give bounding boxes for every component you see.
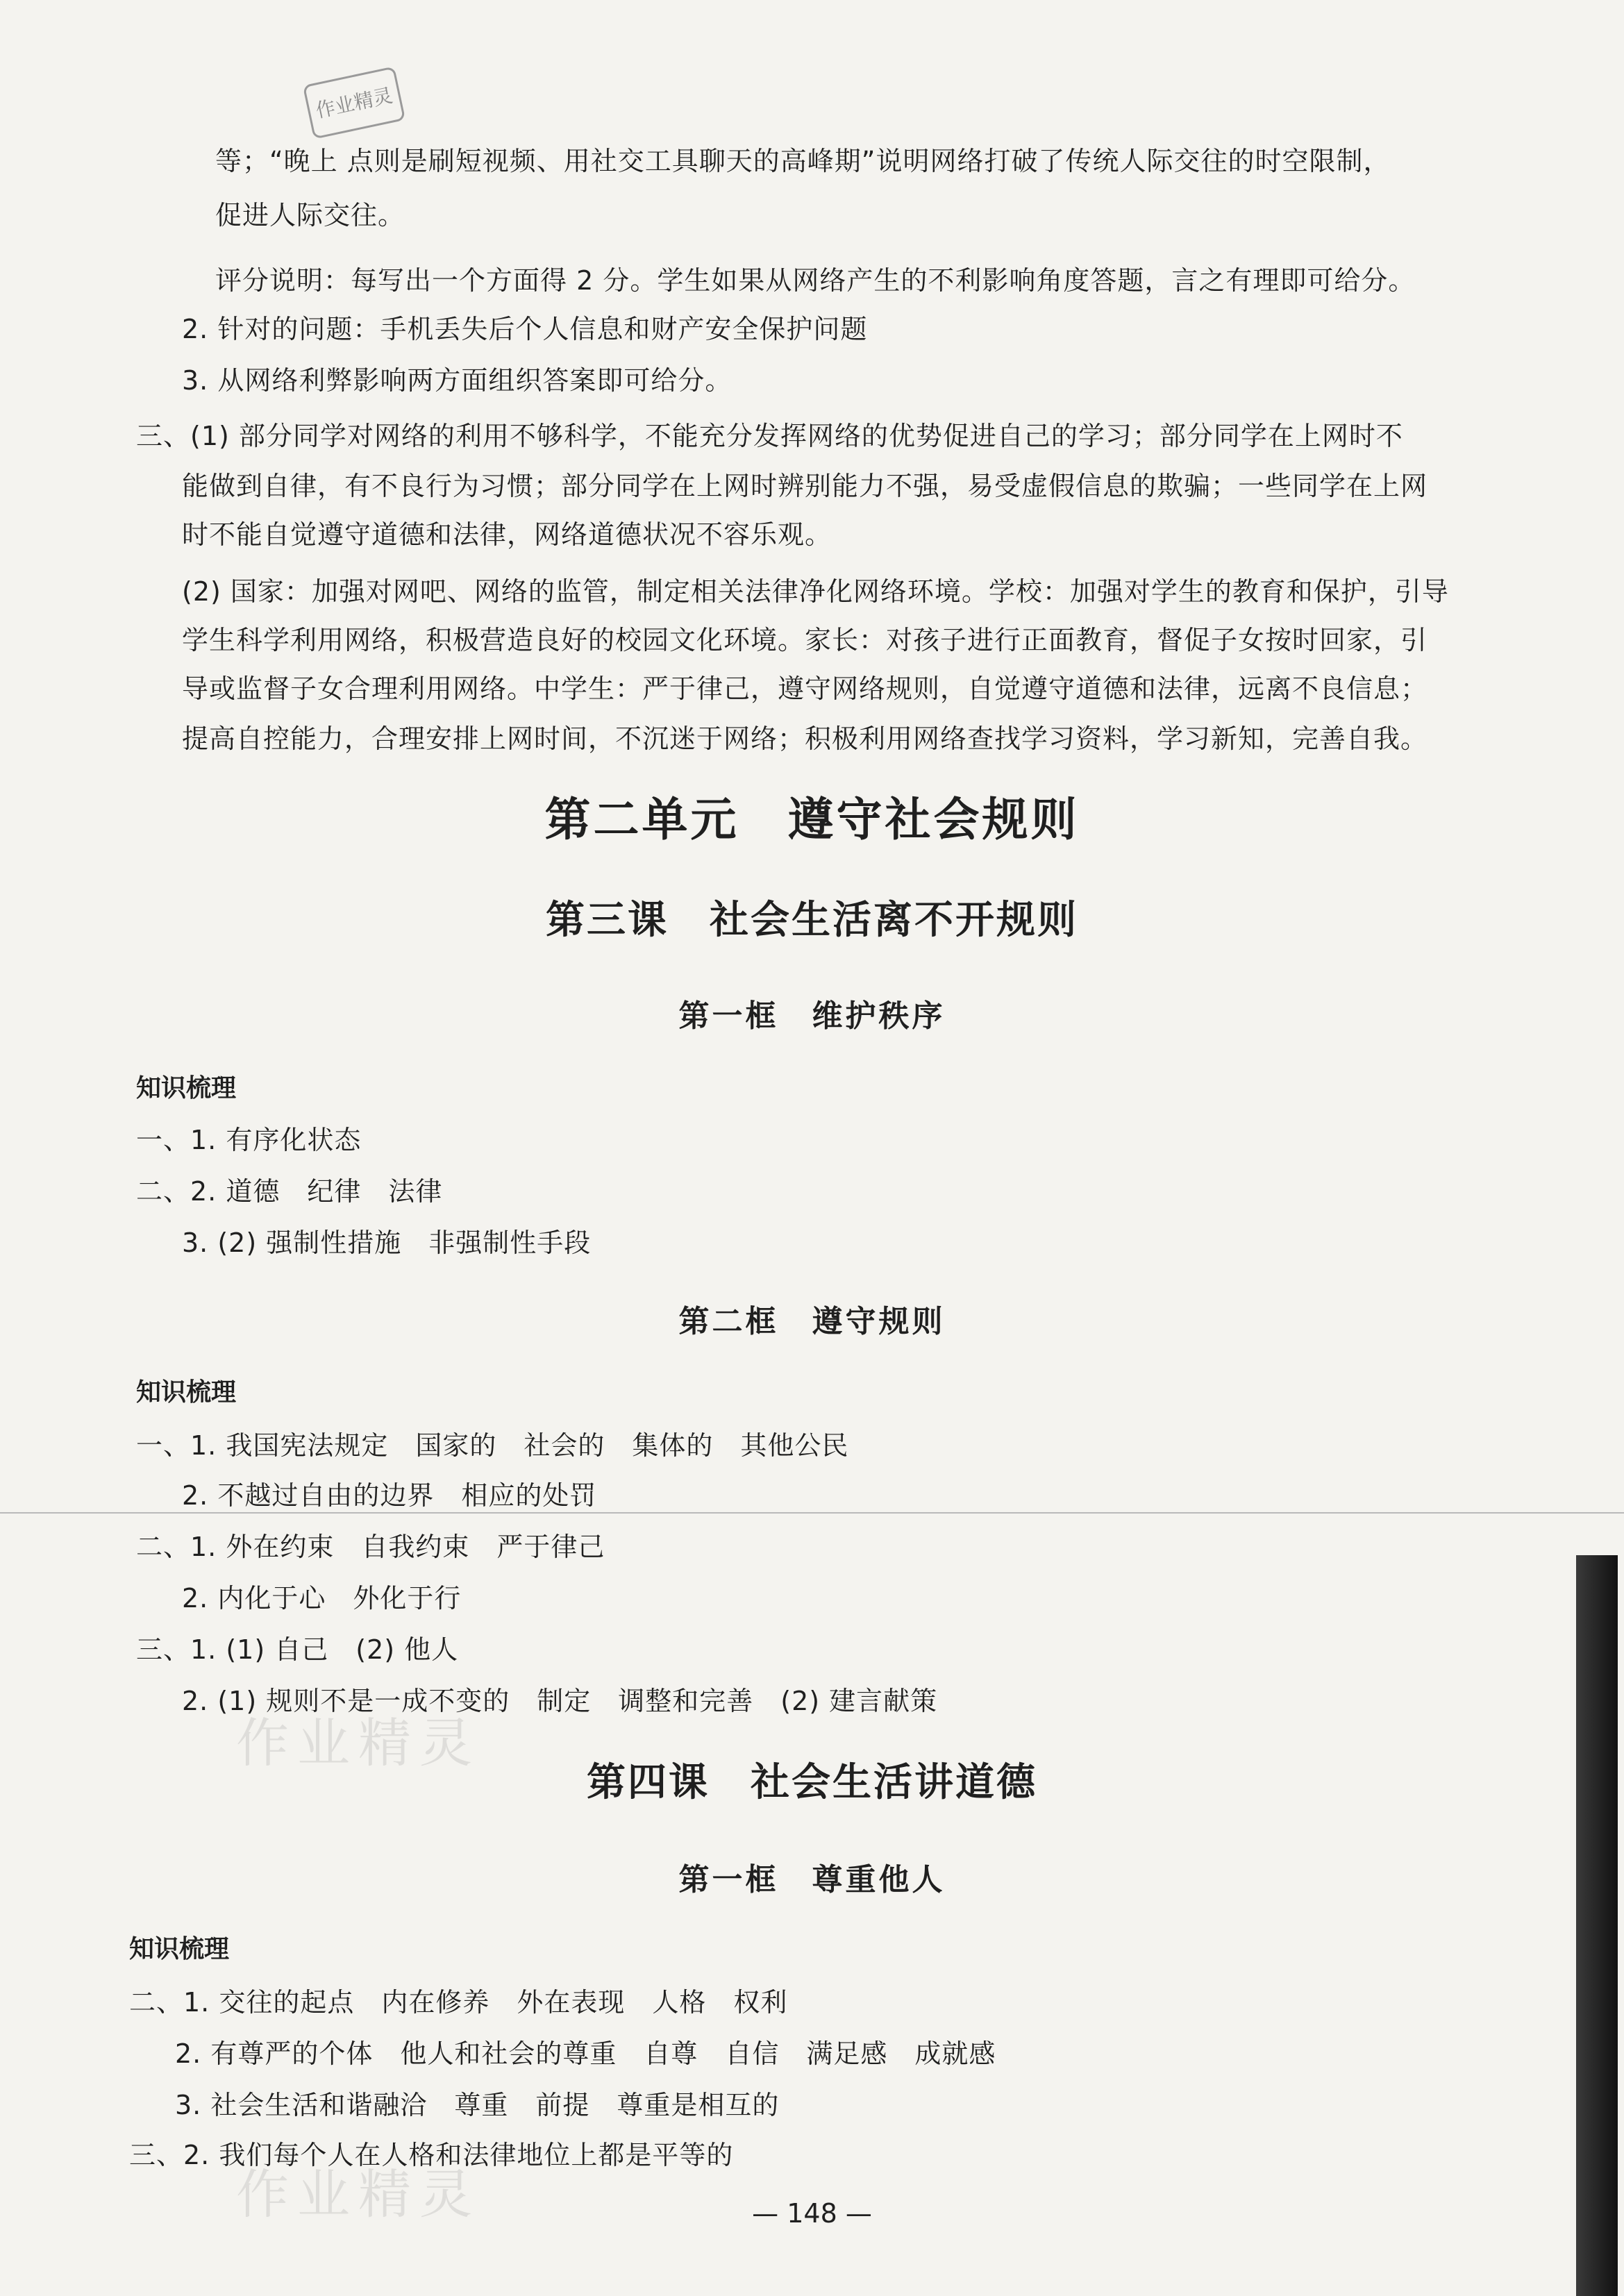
binding-shadow — [1576, 1555, 1618, 2296]
text-line: 2. 针对的问题：手机丢失后个人信息和财产安全保护问题 — [182, 314, 868, 344]
stamp-icon — [300, 60, 409, 145]
section-label: 知识梳理 — [136, 1378, 237, 1407]
text-line: 2. 有尊严的个体 他人和社会的尊重 自尊 自信 满足感 成就感 — [175, 2038, 996, 2069]
watermark: 作业精灵 — [236, 1712, 480, 1774]
text-line: 三、1. (1) 自己 (2) 他人 — [136, 1634, 459, 1665]
text-line: 评分说明：每写出一个方面得 2 分。学生如果从网络产生的不利影响角度答题，言之有理即可给分。 — [215, 265, 1416, 296]
scan-rule-line — [0, 1512, 1624, 1514]
text-line: 等；“晚上 点则是刷短视频、用社交工具聊天的高峰期”说明网络打破了传统人际交往的时空限制， — [215, 146, 1391, 176]
lesson-title: 第四课 社会生活讲道德 — [587, 1759, 1037, 1805]
text-line: 促进人际交往。 — [215, 200, 405, 231]
section-label: 知识梳理 — [136, 1074, 237, 1103]
text-line: 二、2. 道德 纪律 法律 — [136, 1176, 443, 1207]
section-label: 知识梳理 — [129, 1935, 230, 1963]
text-line: 2. 内化于心 外化于行 — [182, 1583, 462, 1614]
text-line: 3. 从网络利弊影响两方面组织答案即可给分。 — [182, 365, 733, 396]
frame-title: 第二框 遵守规则 — [678, 1304, 946, 1339]
text-line: 二、1. 交往的起点 内在修养 外在表现 人格 权利 — [129, 1987, 788, 2018]
text-line: 一、1. 有序化状态 — [136, 1125, 362, 1155]
text-line: 导或监督子女合理利用网络。中学生：严于律己，遵守网络规则，自觉遵守道德和法律，远离不良信息； — [182, 673, 1428, 704]
text-line: 三、(1) 部分同学对网络的利用不够科学，不能充分发挥网络的优势促进自己的学习；部分同学在上网时不 — [136, 421, 1403, 451]
page-number: — 148 — — [752, 2198, 872, 2229]
unit-title: 第二单元 遵守社会规则 — [544, 792, 1080, 846]
text-line: 能做到自律，有不良行为习惯；部分同学在上网时辨别能力不强，易受虚假信息的欺骗；一些同学在上网 — [182, 471, 1428, 501]
text-line: 2. 不越过自由的边界 相应的处罚 — [182, 1480, 597, 1511]
frame-title: 第一框 尊重他人 — [678, 1862, 946, 1897]
text-line: 3. (2) 强制性措施 非强制性手段 — [182, 1227, 592, 1258]
stamp-text: 作业精灵 — [313, 83, 395, 123]
frame-title: 第一框 维护秩序 — [678, 998, 946, 1034]
text-line: 二、1. 外在约束 自我约束 严于律己 — [136, 1532, 605, 1562]
stamp-logo — [300, 60, 409, 145]
text-line: 3. 社会生活和谐融洽 尊重 前提 尊重是相互的 — [175, 2090, 780, 2120]
text-line: 学生科学利用网络，积极营造良好的校园文化环境。家长：对孩子进行正面教育，督促子女按时回家，引 — [182, 625, 1428, 655]
watermark: 作业精灵 — [236, 2163, 480, 2225]
text-line: 一、1. 我国宪法规定 国家的 社会的 集体的 其他公民 — [136, 1430, 849, 1461]
text-line: 提高自控能力，合理安排上网时间，不沉迷于网络；积极利用网络查找学习资料，学习新知，完善自我。 — [182, 723, 1428, 754]
text-line: 时不能自觉遵守道德和法律，网络道德状况不容乐观。 — [182, 519, 832, 550]
text-line: 三、2. 我们每个人在人格和法律地位上都是平等的 — [129, 2140, 734, 2170]
text-line: (2) 国家：加强对网吧、网络的监管，制定相关法律净化网络环境。学校：加强对学生的教育和保护，引导 — [182, 576, 1449, 607]
text-line: 2. (1) 规则不是一成不变的 制定 调整和完善 (2) 建言献策 — [182, 1686, 938, 1716]
lesson-title: 第三课 社会生活离不开规则 — [546, 897, 1078, 943]
